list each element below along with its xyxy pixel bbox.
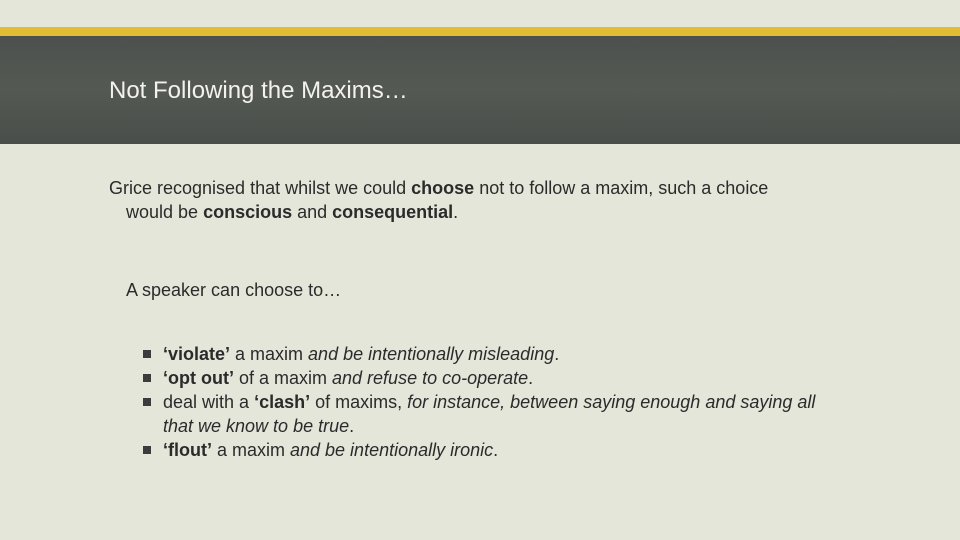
intro-bold-conscious: conscious xyxy=(203,202,293,222)
bullet-italic: and be intentionally misleading xyxy=(308,344,555,364)
bullet-end: . xyxy=(349,416,355,436)
intro-paragraph xyxy=(109,176,869,224)
intro-text-3: would be xyxy=(126,202,204,222)
intro-bold-consequential: consequential xyxy=(332,202,454,222)
bullet-item-opt-out xyxy=(143,366,843,390)
bullet-end: . xyxy=(528,368,534,388)
top-strip xyxy=(0,0,960,27)
bullet-plain: of a maxim xyxy=(233,368,333,388)
intro-text-2: not to follow a maxim, such a choice xyxy=(474,178,769,198)
bullet-plain: a maxim xyxy=(230,344,309,364)
bullet-plain: of maxims, xyxy=(310,392,408,412)
bullet-end: . xyxy=(493,440,499,460)
bullet-list xyxy=(143,342,843,462)
bullet-bold: ‘clash’ xyxy=(254,392,311,412)
square-bullet-icon xyxy=(143,446,151,454)
square-bullet-icon xyxy=(143,350,151,358)
bullet-italic: and refuse to co-operate xyxy=(332,368,529,388)
accent-bar xyxy=(0,27,960,36)
square-bullet-icon xyxy=(143,374,151,382)
bullet-pre: deal with a xyxy=(163,392,255,412)
intro-text-1: Grice recognised that whilst we could xyxy=(109,178,412,198)
intro-bold-choose: choose xyxy=(411,178,475,198)
bullet-bold: ‘flout’ xyxy=(163,440,212,460)
bullet-item-violate xyxy=(143,342,843,366)
bullet-plain: a maxim xyxy=(211,440,290,460)
intro-text-5: . xyxy=(453,202,459,222)
slide-title: Not Following the Maxims… xyxy=(109,77,408,104)
square-bullet-icon xyxy=(143,398,151,406)
bullet-italic: and be intentionally ironic xyxy=(290,440,494,460)
intro-line-2 xyxy=(109,200,869,224)
bullet-italic: for instance, between saying enough and saying all that we know to be true xyxy=(163,392,816,436)
bullet-item-clash xyxy=(143,390,843,438)
bullet-end: . xyxy=(554,344,560,364)
lead-paragraph: A speaker can choose to… xyxy=(126,280,342,300)
bullet-bold: ‘violate’ xyxy=(163,344,231,364)
bullet-item-flout xyxy=(143,438,843,462)
bullet-bold: ‘opt out’ xyxy=(163,368,234,388)
intro-text-4: and xyxy=(292,202,333,222)
